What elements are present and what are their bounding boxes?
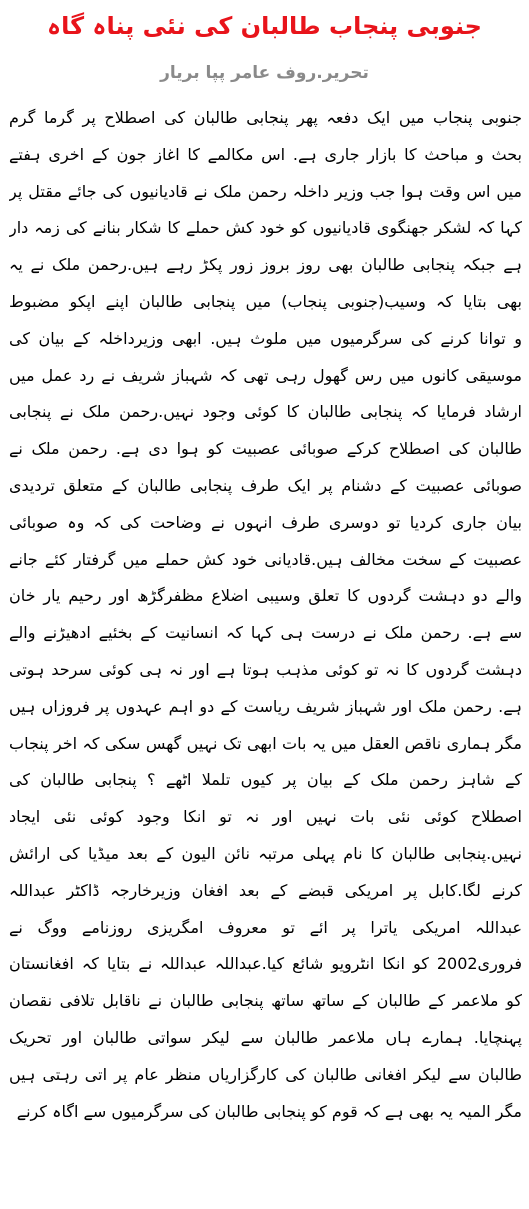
- article-body-line: ہے. رحمن ملک اور شہباز شریف ریاست کے دو اہم عہدوں پر فروزاں ہیں: [9, 696, 522, 716]
- article-body-line: صوبائی عصبیت کے دشنام پر ایک طرف پنجابی طالبان کے متعلق تردیدی: [9, 475, 522, 495]
- article-body-line: بحث و مباحث کا بازار جاری ہے. اس مکالمے کا اغاز جون کے اخری ہفتے: [9, 144, 522, 164]
- article-body-line: مگر المیہ یہ بھی ہے کہ قوم کو پنجابی طالبان کی سرگرمیوں سے اگاہ کرنے: [16, 1101, 522, 1121]
- article-body-line: پہنچایا. ہمارے ہاں ملاعمر طالبان سے لیکر سواتی طالبان اور تحریک: [9, 1027, 522, 1047]
- article-body-line: مگر ہماری ناقص العقل میں یہ بات ابھی تک نہیں گھس سکی کہ اخر پنجاب: [9, 733, 522, 753]
- article-body-line: میں اس وقت ہوا جب وزیر داخلہ رحمن ملک نے قادیانیوں کی جائے مقتل پر: [9, 181, 522, 201]
- article-body-line: کرنے لگا.کابل پر امریکی قبضے کے بعد افغان وزیرخارجہ ڈاکٹر عبداللہ: [9, 880, 522, 900]
- article-body: [9, 100, 522, 1130]
- article-body-line: کو ملاعمر کے طالبان کے ساتھ ساتھ پنجابی طالبان نے ناقابل تلافی نقصان: [9, 991, 522, 1011]
- article-body-line: عصبیت کے سخت مخالف ہیں.قادیانی خود کش حملے میں گرفتار کئے جانے: [9, 549, 522, 569]
- article-body-line: اصطلاح کوئی نئی بات نہیں اور نہ تو انکا وجود کوئی نئی ایجاد: [9, 807, 522, 827]
- article-body-line: کے شاہز رحمن ملک کے بیان پر کیوں تلملا اٹھے ؟ پنجابی طالبان کی: [9, 770, 522, 790]
- article-title: جنوبی پنجاب طالبان کی نئی پناہ گاہ: [47, 12, 482, 40]
- article-body-line: و توانا کرنے کی سرگرمیوں میں ملوث ہیں. ابھی وزیرداخلہ کے بیان کی: [9, 328, 522, 348]
- article-body-line: بیان جاری کردیا تو دوسری طرف انہوں نے وضاحت کی کہ وہ صوبائی: [9, 512, 522, 532]
- article-body-line: طالبان کی اصطلاح کرکے صوبائی عصبیت کو ہوا دی ہے. رحمن ملک نے: [9, 439, 522, 459]
- article-body-line: ارشاد فرمایا کہ پنجابی طالبان کا کوئی وجود نہیں.رحمن ملک نے پنجابی: [9, 402, 522, 422]
- article-body-line: نہیں.پنجابی طالبان کا نام پہلی مرتبہ نائن الیون کے بعد میڈیا کی ارائش: [9, 843, 522, 863]
- article-body-line: بھی بتایا کہ وسیب(جنوبی پنجاب) میں پنجابی طالبان اپنے اپکو مضبوط: [9, 291, 522, 311]
- article-body-line: دہشت گردوں کا نہ تو کوئی مذہب ہوتا ہے اور نہ ہی کوئی سرحد ہوتی: [9, 659, 522, 679]
- article-byline: تحریر.روف عامر پپا بریار: [160, 63, 369, 83]
- article-body-line: موسیقی کانوں میں رس گھول رہی تھی کہ شہباز شریف نے رد عمل میں: [9, 365, 522, 385]
- article-body-line: والے دو دہشت گردوں کا تعلق وسیبی اضلاع مظفرگڑھ اور رحیم یار خان: [9, 586, 522, 606]
- article-body-line: طالبان سے لیکر افغانی طالبان کی کارگزاریاں منظر عام پر اتی رہتی ہیں: [9, 1064, 522, 1084]
- article-body-line: جنوبی پنجاب میں ایک دفعہ پھر پنجابی طالبان کی اصطلاح پر گرما گرم: [9, 108, 522, 127]
- article-body-line: ہے جبکہ پنجابی طالبان بھی روز بروز زور پکڑ رہے ہیں.رحمن ملک نے یہ: [9, 255, 522, 275]
- article-body-line: فروری2002 کو انکا انٹرویو شائع کیا.عبداللہ عبداللہ نے بتایا کہ افغانستان: [9, 954, 522, 974]
- article-body-line: کہا کہ لشکر جھنگوی قادیانیوں کو خود کش حملے کا شکار بنانے کی زمہ دار: [9, 218, 522, 238]
- article-body-line: عبداللہ امریکی یاترا پر ائے تو معروف امگریزی روزنامے ووگ نے: [9, 917, 522, 937]
- article-body-line: سے ہے. رحمن ملک نے درست ہی کہا کہ انسانیت کے بخئیے ادھیڑنے والے: [9, 623, 522, 643]
